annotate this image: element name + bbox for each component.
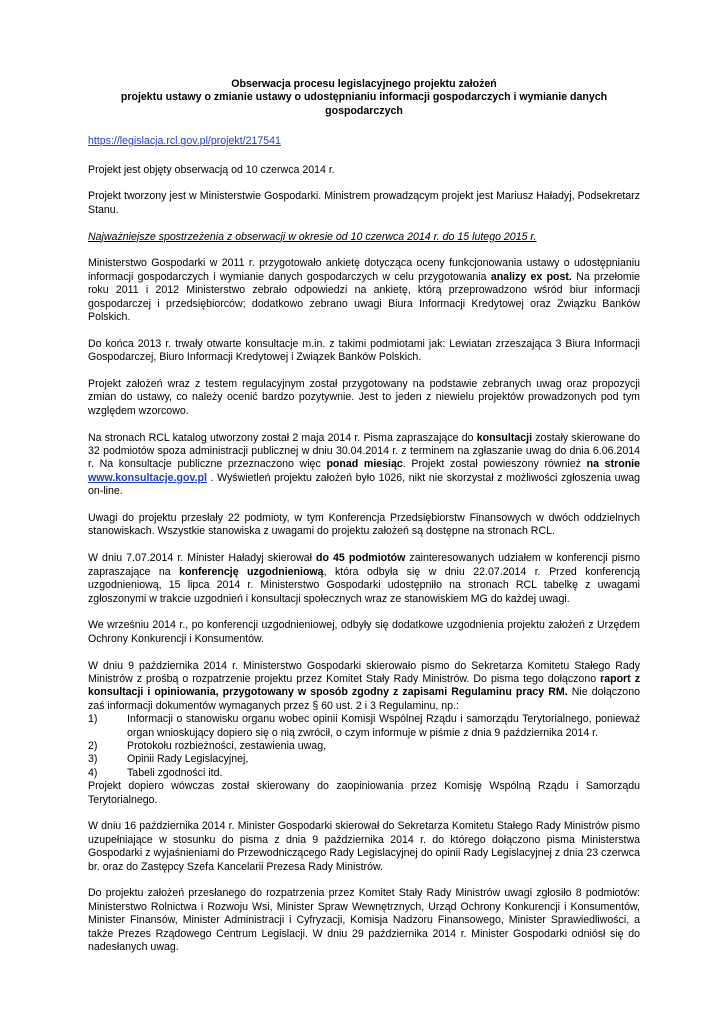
- rcl-project-link[interactable]: https://legislacja.rcl.gov.pl/projekt/217541: [88, 135, 281, 148]
- paragraph-committee-letter: W dniu 9 października 2014 r. Ministerstwo Gospodarki skierowało pismo do Sekretarza Komitetu Stałego Rady Ministrów z prośbą o rozpatrzenie projektu przez Komitet Stały Rady Ministrów. Do pisma tego dołączono raport z konsultacji i opiniowania, przygotowany w sposób zgodny z zapisami Regulaminu pracy RM. Nie dołączono zaś informacji dokumentów wymaganych przez § 60 ust. 2 i 3 Regulaminu, np.:: [88, 659, 640, 712]
- observation-start-paragraph: Projekt jest objęty obserwacją od 10 czerwca 2014 r.: [88, 163, 335, 176]
- paragraph-comments: Uwagi do projektu przesłały 22 podmioty, w tym Konferencja Przedsiębiorstw Finansowych w dwóch oddzielnych stanowiskach. Wszystkie stanowiska z uwagami do projektu założeń są dostępne na stronach RCL.: [88, 512, 640, 538]
- missing-documents-list: [88, 713, 640, 780]
- section-heading-text: Najważniejsze spostrzeżenia z obserwacji w okresie od 10 czerwca 2014 r. do 15 lutego 2015 r.: [88, 230, 537, 243]
- list-item: 4) Tabeli zgodności itd.: [88, 766, 223, 779]
- ministry-paragraph: Projekt tworzony jest w Ministerstwie Gospodarki. Ministrem prowadzącym projekt jest Mariusz Haładyj, Podsekretarz Stanu.: [88, 190, 640, 216]
- ex-post-bold: analizy ex post.: [490, 270, 572, 283]
- list-item: 3) Opinii Rady Legislacyjnej,: [88, 753, 249, 766]
- document-page: [88, 78, 640, 968]
- section-heading: [88, 231, 640, 244]
- paragraph-supplementary-letter: W dniu 16 października 2014 r. Minister Gospodarki skierował do Sekretarza Komitetu Stałego Rady Ministrów pismo uzupełniające w stosunku do pisma z dnia 9 października 2014 r. do którego dołączono pisma Ministerstwa Gospodarki z wyjaśnieniami do Przewodniczącego Rady Legislacyjnej do opinii Rady Legislacyjnej z dnia 23 czerwca br. oraz do Zastępcy Szefa Kancelarii Prezesa Rady Ministrów.: [88, 820, 640, 873]
- konsultacje-link[interactable]: www.konsultacje.gov.pl: [88, 471, 207, 484]
- list-item: 1) Informacji o stanowisku organu wobec opinii Komisji Wspólnej Rządu i samorządu Terytorialnego, ponieważ organ wnioskujący dopiero się o nią zwrócił, o czym informuje w piśmie z dnia 9 października 2014 r.: [88, 713, 640, 739]
- paragraph-uokik: We wrześniu 2014 r., po konferencji uzgodnieniowej, odbyły się dodatkowe uzgodnienia projektu założeń z Urzędem Ochrony Konkurencji i Konsumentów.: [88, 619, 640, 645]
- paragraph-conference: W dniu 7.07.2014 r. Minister Haładyj skierował do 45 podmiotów zainteresowanych udziałem w konferencji pismo zapraszające na konferencję uzgodnieniową, która odbyła się w dniu 22.07.2014 r. Przed konferencją uzgodnieniową, 15 lipca 2014 r. Ministerstwo Gospodarki udostępniło na stronach RCL tabelkę z uwagami zgłoszonymi w trakcie uzgodnień i konsultacji społecznych wraz ze stanowiskiem MG do każdej uwagi.: [88, 552, 640, 605]
- paragraph-regulatory-test: Projekt założeń wraz z testem regulacyjnym został przygotowany na podstawie zebranych uwag oraz propozycji zmian do ustawy, co należy ocenić bardzo pozytywnie. Jest to jeden z niewielu projektów prowadzonych pod tym względem wzorcowo.: [88, 378, 640, 417]
- paragraph-committee-comments: Do projektu założeń przesłanego do rozpatrzenia przez Komitet Stały Rady Ministrów uwagi zgłosiło 8 podmiotów: Ministerstwo Rolnictwa i Rozwoju Wsi, Minister Spraw Wewnętrznych, Urząd Ochrony Konkurencji i Konsumentów, Minister Finansów, Minister Administracji i Cyfryzacji, Komisja Nadzoru Finansowego, Minister Sprawiedliwości, a także Prezes Rządowego Centrum Legislacji. W dniu 29 października 2014 r. Minister Gospodarki odniósł się do nadesłanych uwag.: [88, 887, 640, 953]
- list-item: 2) Protokołu rozbieżności, zestawienia uwag,: [88, 739, 327, 752]
- paragraph-consultations-2013: Do końca 2013 r. trwały otwarte konsultacje m.in. z takimi podmiotami jak: Lewiatan zrzeszająca 3 Biura Informacji Gospodarczej, Biuro Informacji Kredytowej i Związek Banków Polskich.: [88, 337, 640, 364]
- paragraph-survey: Ministerstwo Gospodarki w 2011 r. przygotowało ankietę dotycząca oceny funkcjonowania ustawy o udostępnianiu informacji gospodarczych i wymianie danych gospodarczych w celu przygotowania analizy ex post. Na przełomie roku 2011 i 2012 Ministerstwo zebrało odpowiedzi na ankietę, którą przeprowadzono wśród biur informacji gospodarczej i przedsiębiorców; dodatkowo zebrano uwagi Biura Informacji Kredytowej oraz Związku Banków Polskich.: [88, 257, 640, 324]
- document-title-line-2: projektu ustawy o zmianie ustawy o udostępnianiu informacji gospodarczych i wymianie danych gospodarczych: [120, 91, 608, 117]
- paragraph-rcl-catalog: Na stronach RCL katalog utworzony został 2 maja 2014 r. Pisma zapraszające do konsultacji zostały skierowane do 32 podmiotów spoza administracji publicznej w dniu 30.04.2014 r. z terminem na zgłaszanie uwag do dnia 6.06.2014 r. Na konsultacje publiczne przeznaczono więc ponad miesiąc. Projekt został powieszony również na stronie www.konsultacje.gov.pl . Wyświetleń projektu założeń było 1026, nikt nie skorzystał z możliwości zgłoszenia uwag on-line.: [88, 431, 641, 498]
- document-title-line-1: Obserwacja procesu legislacyjnego projektu założeń: [231, 78, 497, 90]
- paragraph-commission-referral: Projekt dopiero wówczas został skierowany do zaopiniowania przez Komisję Wspólną Rządu i Samorządu Terytorialnego.: [88, 780, 640, 806]
